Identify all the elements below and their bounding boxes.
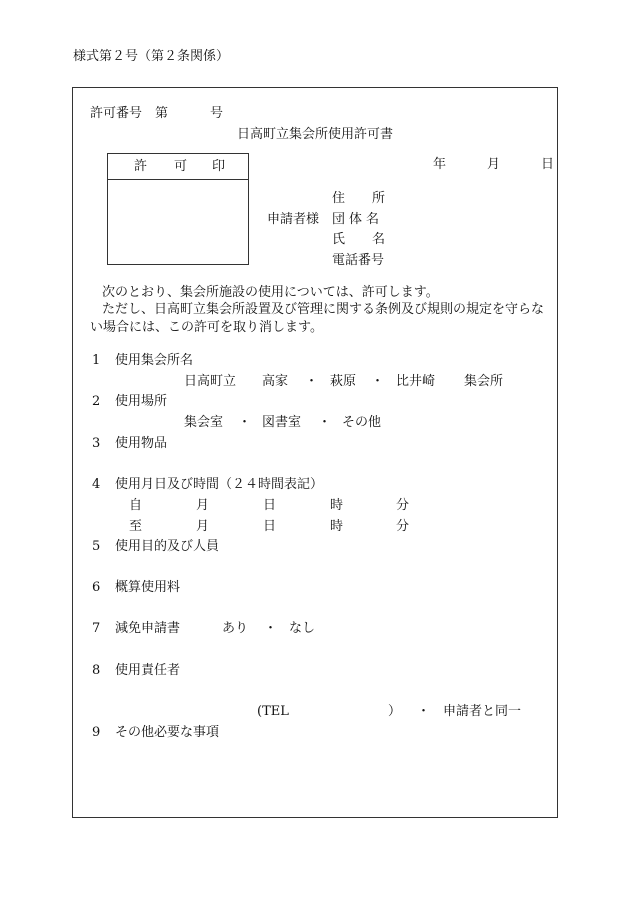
reduction-option-yes: あり	[222, 621, 249, 636]
from-month: 月	[196, 498, 210, 513]
hall-option-hiizaki: 比井崎	[396, 374, 436, 389]
place-option-other: その他	[342, 415, 382, 430]
item-9-label: その他必要な事項	[115, 725, 220, 740]
date-month: 月	[487, 157, 501, 172]
form-number: 様式第２号（第２条関係）	[73, 49, 230, 64]
hall-option-takaie: 高家	[262, 374, 289, 389]
date-day: 日	[541, 157, 555, 172]
place-option-library: 図書室	[262, 415, 302, 430]
item-4-number: 4	[92, 477, 101, 492]
from-label: 自	[129, 498, 143, 513]
document-title: 日高町立集会所使用許可書	[237, 127, 394, 142]
item-9-number: 9	[92, 725, 101, 740]
from-day: 日	[263, 498, 277, 513]
place-option-meeting-room: 集会室	[184, 415, 224, 430]
stamp-char-2: 可	[174, 159, 188, 174]
hall-prefix: 日高町立	[184, 374, 237, 389]
to-month: 月	[196, 519, 210, 534]
item-5-number: 5	[92, 539, 101, 554]
permit-number-label: 許可番号	[90, 106, 143, 121]
applicant-label: 申請者様	[267, 212, 320, 227]
reduction-option-no: なし	[289, 621, 316, 636]
body-line-2: ただし、日高町立集会所設置及び管理に関する条例及び規則の規定を守らな	[102, 302, 545, 317]
item-3-label: 使用物品	[115, 436, 168, 451]
to-day: 日	[263, 519, 277, 534]
body-line-3: い場合には、この許可を取り消します。	[90, 320, 323, 335]
hall-separator-1: ・	[305, 374, 319, 389]
responsible-same-as-applicant: 申請者と同一	[443, 704, 522, 719]
permit-stamp-box	[107, 153, 249, 265]
hall-option-hagiwara: 萩原	[330, 374, 357, 389]
item-2-number: 2	[92, 394, 101, 409]
hall-suffix: 集会所	[464, 374, 504, 389]
name-char-1: 氏	[332, 232, 346, 247]
item-7-label: 減免申請書	[115, 621, 181, 636]
permit-number-dai: 第	[155, 106, 169, 121]
stamp-char-1: 許	[134, 159, 148, 174]
address-char-2: 所	[372, 191, 386, 206]
responsible-separator: ・	[417, 704, 431, 719]
item-2-label: 使用場所	[115, 394, 168, 409]
item-8-label: 使用責任者	[115, 663, 181, 678]
address-char-1: 住	[332, 191, 346, 206]
permit-stamp-header	[108, 154, 248, 180]
item-6-label: 概算使用料	[115, 580, 181, 595]
item-3-number: 3	[92, 436, 101, 451]
to-minute: 分	[396, 519, 410, 534]
phone-label: 電話番号	[332, 253, 385, 268]
stamp-char-3: 印	[212, 159, 226, 174]
from-hour: 時	[330, 498, 344, 513]
permit-number-go: 号	[210, 106, 224, 121]
hall-separator-2: ・	[371, 374, 385, 389]
responsible-tel-close: ）	[388, 704, 402, 719]
date-year: 年	[433, 157, 447, 172]
responsible-tel-open: (TEL	[257, 704, 289, 719]
to-label: 至	[129, 519, 143, 534]
place-separator-2: ・	[318, 415, 332, 430]
item-1-label: 使用集会所名	[115, 353, 194, 368]
reduction-separator: ・	[264, 621, 278, 636]
to-hour: 時	[330, 519, 344, 534]
body-line-1: 次のとおり、集会所施設の使用については、許可します。	[102, 285, 439, 300]
item-6-number: 6	[92, 580, 101, 595]
place-separator-1: ・	[238, 415, 252, 430]
item-8-number: 8	[92, 663, 101, 678]
name-char-2: 名	[372, 232, 386, 247]
group-name-label: 団体名	[332, 212, 384, 227]
item-1-number: 1	[92, 353, 101, 368]
item-4-label: 使用月日及び時間（２４時間表記）	[115, 477, 324, 492]
item-5-label: 使用目的及び人員	[115, 539, 220, 554]
from-minute: 分	[396, 498, 410, 513]
item-7-number: 7	[92, 621, 101, 636]
